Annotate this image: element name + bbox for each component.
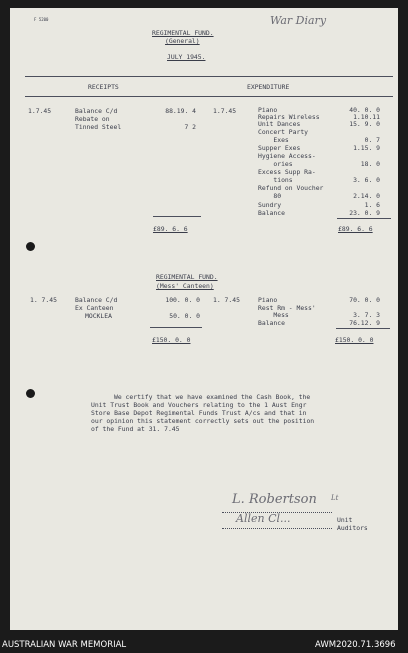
footer-accession-number: AWM2020.71.3696: [315, 640, 396, 650]
punch-hole-bottom: [26, 389, 35, 398]
certification-line: Store Base Depot Regimental Funds Trust A/cs and that in: [91, 409, 307, 417]
expenditure-amount: 76.12. 9: [349, 319, 380, 327]
expenditure-label: Refund on Voucher: [258, 184, 324, 192]
certification-line: Unit Trust Book and Vouchers relating to the 1 Aust Engr: [91, 401, 307, 409]
general-expenditure-total: £89. 6. 6: [338, 225, 373, 233]
expenditure-label: Supper Exes: [258, 144, 301, 152]
footer-source: AUSTRALIAN WAR MEMORIAL: [2, 640, 127, 650]
handwritten-note: War Diary: [270, 14, 327, 27]
expenditure-amount: 0. 7: [364, 136, 380, 144]
general-receipts-total-rule: [153, 216, 201, 217]
canteen-receipts-total: £150. 0. 0: [152, 336, 191, 344]
receipts-heading: RECEIPTS: [88, 83, 119, 91]
expenditure-label: 80: [258, 192, 282, 200]
expenditure-label: Piano: [258, 106, 278, 114]
header-rule-top: [25, 76, 393, 77]
canteen-expenditure-date: 1. 7.45: [213, 296, 240, 304]
document-page: [10, 8, 398, 630]
punch-hole-top: [26, 242, 35, 251]
general-receipt-date: 1.7.45: [28, 107, 52, 115]
expenditure-amount: 18. 0: [360, 160, 380, 168]
expenditure-label: Sundry: [258, 201, 282, 209]
receipt-label: Balance C/d: [75, 107, 118, 115]
receipt-label: Tinned Steel: [75, 123, 122, 131]
signature-dotted-line: [222, 528, 332, 529]
auditors-label-line: Unit: [337, 516, 353, 524]
expenditure-amount: 1. 6: [364, 201, 380, 209]
expenditure-amount: 1.15. 9: [353, 144, 380, 152]
expenditure-amount: 3. 7. 3: [353, 311, 380, 319]
general-expenditure-total-rule: [337, 218, 391, 219]
general-expenditure-date: 1.7.45: [213, 107, 237, 115]
expenditure-amount: 23. 0. 9: [349, 209, 380, 217]
auditor-signature-1-rank: Lt: [331, 494, 339, 502]
expenditure-label: Excess Supp Ra-: [258, 168, 316, 176]
auditor-signature-1: L. Robertson: [232, 492, 317, 507]
period-label: JULY 1945.: [167, 53, 206, 61]
header-rule-bottom: [25, 96, 393, 97]
receipt-label: Ex Canteen: [75, 304, 114, 312]
canteen-title: REGIMENTAL FUND.: [156, 273, 218, 281]
expenditure-label: tions: [258, 176, 293, 184]
expenditure-heading: EXPENDITURE: [247, 83, 290, 91]
expenditure-label: Hygiene Access-: [258, 152, 316, 160]
general-receipts-total: £89. 6. 6: [153, 225, 188, 233]
receipt-amount: 100. 0. 0: [165, 296, 200, 304]
expenditure-label: ories: [258, 160, 293, 168]
canteen-receipts-total-rule: [150, 327, 202, 328]
expenditure-label: Unit Dances: [258, 120, 301, 128]
canteen-subtitle: (Mess' Canteen): [156, 282, 214, 290]
certification-line: of the Fund at 31. 7.45: [91, 425, 180, 433]
expenditure-amount: 3. 6. 0: [353, 176, 380, 184]
expenditure-label: Balance: [258, 209, 285, 217]
page-title: REGIMENTAL FUND.: [152, 29, 214, 37]
receipt-amount: 88.19. 4: [165, 107, 196, 115]
certification-line: We certify that we have examined the Cash Book, the: [114, 393, 311, 401]
expenditure-label: Rest Rm - Mess': [258, 304, 316, 312]
receipt-amount: 50. 0. 0: [169, 312, 200, 320]
auditors-label-line: Auditors: [337, 524, 368, 532]
receipt-label: Rebate on: [75, 115, 110, 123]
auditor-signature-2: Allen Cl...: [236, 512, 291, 525]
signature-dotted-line: [222, 512, 332, 513]
canteen-expenditure-total-rule: [336, 328, 390, 329]
expenditure-label: Exes: [258, 136, 289, 144]
expenditure-label: Mess: [258, 311, 289, 319]
canteen-receipt-date: 1. 7.45: [30, 296, 57, 304]
form-code: F 5200: [34, 17, 49, 22]
receipt-label: MOCKLEA: [85, 312, 112, 320]
expenditure-amount: 1.10.11: [353, 113, 380, 121]
expenditure-label: Repairs Wireless: [258, 113, 320, 121]
canteen-expenditure-total: £150. 0. 0: [335, 336, 374, 344]
expenditure-amount: 40. 0. 0: [349, 106, 380, 114]
page-subtitle: (General): [165, 37, 200, 45]
expenditure-label: Concert Party: [258, 128, 309, 136]
certification-line: our opinion this statement correctly sets out the position: [91, 417, 315, 425]
receipt-label: Balance C/d: [75, 296, 118, 304]
expenditure-amount: 2.14. 0: [353, 192, 380, 200]
expenditure-amount: 70. 0. 0: [349, 296, 380, 304]
receipt-amount: 7 2: [184, 123, 196, 131]
expenditure-amount: 15. 9. 0: [349, 120, 380, 128]
expenditure-label: Balance: [258, 319, 285, 327]
expenditure-label: Piano: [258, 296, 278, 304]
